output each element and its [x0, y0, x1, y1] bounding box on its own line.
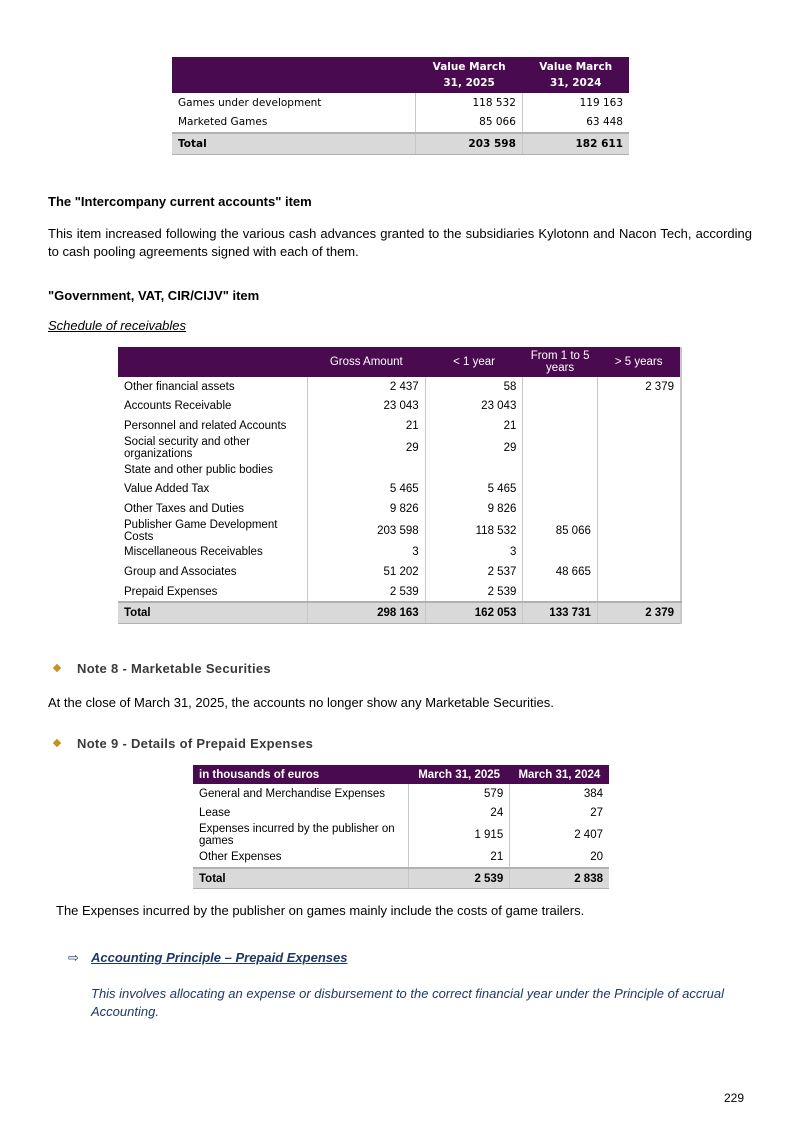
value-cell — [523, 582, 598, 603]
value-cell: 23 043 — [425, 397, 523, 417]
table-header-cell: March 31, 2025 — [409, 765, 510, 784]
arrow-right-icon: ⇨ — [68, 950, 79, 965]
table-row — [118, 460, 681, 480]
value-cell: 2 407 — [510, 823, 609, 847]
row-label: General and Merchandise Expenses — [199, 787, 386, 800]
value-cell — [597, 436, 681, 460]
principle-title: Accounting Principle – Prepaid Expenses — [91, 950, 348, 965]
value-cell: 118 532 — [416, 93, 523, 113]
table-row — [172, 93, 629, 113]
total-row — [193, 868, 609, 889]
total-value: 133 731 — [523, 602, 598, 623]
table-header-row — [118, 347, 681, 377]
total-value: 203 598 — [416, 133, 523, 154]
value-cell: 579 — [409, 784, 510, 804]
bullet-icon — [53, 739, 61, 747]
table-row — [118, 377, 681, 397]
games-value-table — [172, 57, 629, 155]
value-cell — [597, 416, 681, 436]
value-cell — [597, 499, 681, 519]
row-label: Marketed Games — [178, 116, 268, 129]
value-cell: 384 — [510, 784, 609, 804]
value-cell: 1 915 — [409, 823, 510, 847]
value-cell — [523, 436, 598, 460]
value-cell: 58 — [425, 377, 523, 397]
note8-title: Note 8 - Marketable Securities — [77, 661, 271, 676]
table-header-cell: Gross Amount — [307, 347, 425, 377]
row-label: Other financial assets — [124, 380, 235, 393]
value-cell: 24 — [409, 804, 510, 824]
value-cell: 21 — [425, 416, 523, 436]
table-header-cell — [118, 347, 307, 377]
value-cell: 20 — [510, 847, 609, 868]
value-cell: 85 066 — [523, 519, 598, 543]
value-cell: 29 — [307, 436, 425, 460]
bullet-icon — [53, 664, 61, 672]
table-row — [118, 416, 681, 436]
value-cell — [523, 499, 598, 519]
total-label: Total — [172, 133, 416, 154]
government-heading: "Government, VAT, CIR/CIJV" item — [48, 288, 260, 303]
row-label: Publisher Game Development Costs — [124, 518, 278, 543]
table-header-cell: March 31, 2024 — [510, 765, 609, 784]
table-header-cell: > 5 years — [597, 347, 681, 377]
value-cell: 21 — [307, 416, 425, 436]
table-header-row — [172, 57, 629, 93]
table-row — [118, 582, 681, 603]
total-value: 182 611 — [522, 133, 629, 154]
value-cell: 63 448 — [522, 113, 629, 134]
table-row — [193, 847, 609, 868]
principle-text: This involves allocating an expense or disbursement to the correct financial year under the Principle of accrual Accounting. — [91, 986, 725, 1019]
prepaid-expenses-table — [193, 765, 609, 889]
table-header-cell: Value March 31, 2024 — [522, 57, 629, 93]
value-cell — [597, 519, 681, 543]
total-row — [172, 133, 629, 154]
table-header-cell: < 1 year — [425, 347, 523, 377]
value-cell: 2 437 — [307, 377, 425, 397]
page-number: 229 — [724, 1091, 745, 1105]
table-row — [118, 397, 681, 417]
row-label: State and other public bodies — [124, 463, 273, 476]
row-label: Other Taxes and Duties — [124, 502, 244, 515]
total-value: 162 053 — [425, 602, 523, 623]
table-header-cell: Value March 31, 2025 — [416, 57, 523, 93]
value-cell: 9 826 — [425, 499, 523, 519]
row-label: Social security and other organizations — [124, 435, 250, 460]
receivables-subheading: Schedule of receivables — [48, 318, 187, 333]
row-label: Personnel and related Accounts — [124, 419, 287, 432]
value-cell — [523, 397, 598, 417]
table-header-row — [193, 765, 609, 784]
table-row — [193, 823, 609, 847]
value-cell: 27 — [510, 804, 609, 824]
value-cell — [523, 460, 598, 480]
table-row — [118, 562, 681, 582]
value-cell: 29 — [425, 436, 523, 460]
value-cell: 3 — [425, 543, 523, 563]
table-row — [118, 519, 681, 543]
table-row — [193, 804, 609, 824]
note8-text: At the close of March 31, 2025, the accounts no longer show any Marketable Securities. — [48, 695, 554, 710]
value-cell: 2 539 — [425, 582, 523, 603]
value-cell — [597, 479, 681, 499]
value-cell — [523, 479, 598, 499]
value-cell — [523, 416, 598, 436]
value-cell: 23 043 — [307, 397, 425, 417]
table-row — [118, 436, 681, 460]
value-cell: 5 465 — [307, 479, 425, 499]
intercompany-heading: The "Intercompany current accounts" item — [48, 194, 312, 209]
value-cell — [307, 460, 425, 480]
prepaid-explanation: The Expenses incurred by the publisher on games mainly include the costs of game trailers. — [56, 903, 585, 918]
value-cell: 2 539 — [307, 582, 425, 603]
total-label: Total — [118, 602, 307, 623]
value-cell: 21 — [409, 847, 510, 868]
intercompany-text: This item increased following the various cash advances granted to the subsidiaries Kylotonn and Nacon Tech, according to cash pooling agreements signed with each of them. — [48, 226, 752, 259]
value-cell: 119 163 — [522, 93, 629, 113]
row-label: Miscellaneous Receivables — [124, 546, 263, 559]
note9-title: Note 9 - Details of Prepaid Expenses — [77, 736, 314, 751]
total-label: Total — [193, 868, 409, 889]
value-cell — [597, 460, 681, 480]
value-cell: 85 066 — [416, 113, 523, 134]
value-cell — [523, 377, 598, 397]
receivables-table — [118, 347, 682, 624]
value-cell: 118 532 — [425, 519, 523, 543]
row-label: Expenses incurred by the publisher on games — [199, 823, 395, 848]
table-row — [118, 543, 681, 563]
value-cell — [597, 397, 681, 417]
table-row — [118, 479, 681, 499]
value-cell: 51 202 — [307, 562, 425, 582]
row-label: Accounts Receivable — [124, 400, 232, 413]
value-cell: 203 598 — [307, 519, 425, 543]
value-cell — [523, 543, 598, 563]
row-label: Group and Associates — [124, 565, 237, 578]
table-row — [172, 113, 629, 134]
table-row — [118, 499, 681, 519]
table-row — [193, 784, 609, 804]
table-header-cell — [172, 57, 416, 93]
value-cell — [597, 562, 681, 582]
value-cell: 5 465 — [425, 479, 523, 499]
total-value: 2 539 — [409, 868, 510, 889]
value-cell: 3 — [307, 543, 425, 563]
table-header-cell: From 1 to 5 years — [523, 347, 598, 377]
total-value: 2 838 — [510, 868, 609, 889]
value-cell — [597, 543, 681, 563]
total-row — [118, 602, 681, 623]
row-label: Lease — [199, 807, 231, 820]
value-cell: 48 665 — [523, 562, 598, 582]
value-cell: 9 826 — [307, 499, 425, 519]
value-cell — [425, 460, 523, 480]
value-cell: 2 537 — [425, 562, 523, 582]
row-label: Prepaid Expenses — [124, 585, 218, 598]
row-label: Games under development — [178, 96, 322, 109]
total-value: 298 163 — [307, 602, 425, 623]
value-cell — [597, 582, 681, 603]
row-label: Other Expenses — [199, 850, 282, 863]
value-cell: 2 379 — [597, 377, 681, 397]
total-value: 2 379 — [597, 602, 681, 623]
table-header-cell: in thousands of euros — [193, 765, 409, 784]
row-label: Value Added Tax — [124, 483, 210, 496]
